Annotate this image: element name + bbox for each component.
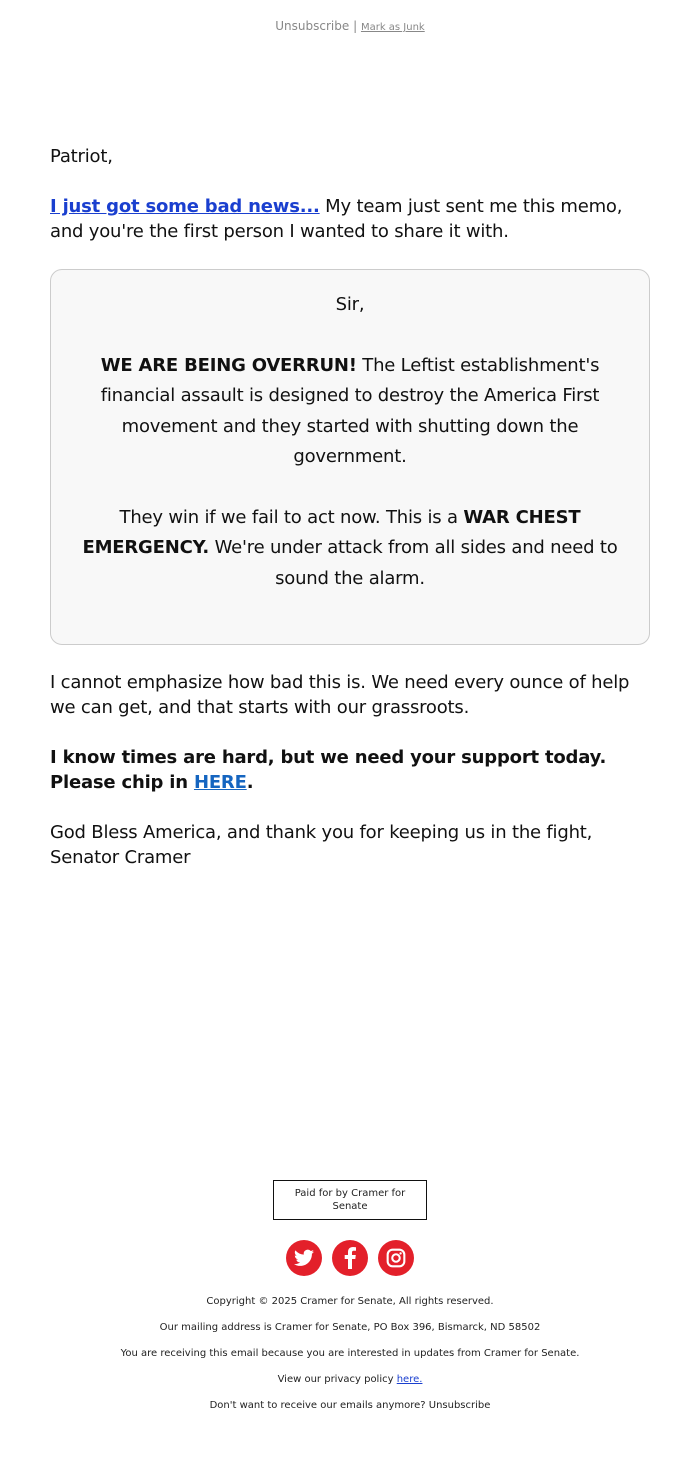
privacy-line bbox=[0, 1372, 700, 1398]
paid-for-box: Paid for by Cramer for Senate bbox=[273, 1180, 427, 1220]
closing bbox=[50, 820, 650, 870]
memo-paragraph-2 bbox=[75, 503, 625, 595]
memo-paragraph-1 bbox=[75, 351, 625, 473]
email-body bbox=[50, 144, 650, 895]
cta-end: . bbox=[246, 772, 254, 793]
privacy-text: View our privacy policy bbox=[277, 1374, 397, 1385]
memo-salutation: Sir, bbox=[335, 294, 365, 315]
memo-box bbox=[50, 269, 650, 645]
footer-unsubscribe[interactable]: Don't want to receive our emails anymore? Unsubscribe bbox=[209, 1400, 491, 1411]
call-to-action bbox=[50, 745, 650, 795]
memo-bold-2: WAR CHEST EMERGENCY. bbox=[82, 506, 581, 558]
twitter-icon[interactable] bbox=[286, 1240, 322, 1276]
bad-news-link[interactable]: I just got some bad news... bbox=[50, 196, 320, 217]
copyright: Copyright © 2025 Cramer for Senate, All rights reserved. bbox=[206, 1296, 494, 1307]
mark-as-junk-link[interactable]: Mark as Junk bbox=[360, 22, 425, 33]
top-links bbox=[0, 19, 700, 33]
memo-text-2b: We're under attack from all sides and need to sound the alarm. bbox=[209, 537, 618, 589]
cta-text: I know times are hard, but we need your support today. Please chip in bbox=[50, 747, 607, 793]
facebook-icon[interactable] bbox=[332, 1240, 368, 1276]
memo-bold-1: WE ARE BEING OVERRUN! bbox=[100, 354, 357, 376]
separator: | bbox=[353, 19, 358, 33]
memo-text-2a: They win if we fail to act now. This is a bbox=[119, 506, 464, 528]
intro-text: My team just sent me this memo, and you're the first person I wanted to share it with. bbox=[50, 196, 623, 242]
memo-text-1: The Leftist establishment's financial assault is designed to destroy the America First movement and they started with shutting down the government. bbox=[100, 354, 600, 467]
receiving-reason: You are receiving this email because you are interested in updates from Cramer for Senate. bbox=[120, 1348, 580, 1359]
signature: Senator Cramer bbox=[50, 847, 191, 868]
instagram-icon[interactable] bbox=[378, 1240, 414, 1276]
closing-text: God Bless America, and thank you for keeping us in the fight, bbox=[50, 822, 593, 843]
unsubscribe-link[interactable]: Unsubscribe bbox=[275, 19, 350, 33]
privacy-link[interactable]: here. bbox=[396, 1374, 423, 1385]
footer bbox=[0, 1180, 700, 1424]
donate-here-link[interactable]: HERE bbox=[193, 772, 247, 793]
social-links bbox=[0, 1240, 700, 1276]
mailing-address: Our mailing address is Cramer for Senate, PO Box 396, Bismarck, ND 58502 bbox=[159, 1322, 541, 1333]
footer-lines bbox=[0, 1294, 700, 1424]
greeting: Patriot, bbox=[50, 146, 113, 167]
intro bbox=[50, 194, 650, 244]
paragraph-emphasis: I cannot emphasize how bad this is. We need every ounce of help we can get, and that starts with our grassroots. bbox=[50, 672, 630, 718]
